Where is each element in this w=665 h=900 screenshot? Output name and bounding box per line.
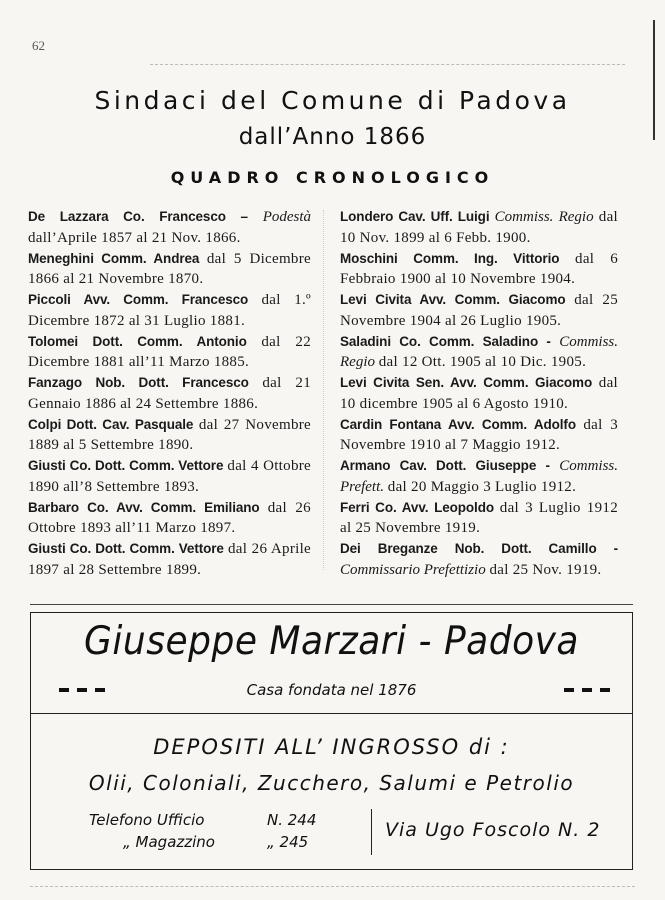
mayor-entry	[340, 415, 618, 456]
mayor-entry	[340, 332, 618, 373]
mayor-role: Commiss. Prefett.	[340, 458, 618, 495]
mayor-term-dates: dal 10 Nov. 1899 al 6 Febb. 1900.	[340, 209, 619, 246]
mayor-entry	[28, 498, 311, 539]
mayor-term-dates: dal 22 Dicembre 1881 all’11 Marzo 1885.	[28, 333, 312, 370]
mayor-name: Giusti Co. Dott. Comm. Vettore	[28, 541, 224, 556]
mayor-name: Giusti Co. Dott. Comm. Vettore	[28, 458, 224, 473]
mayor-entry	[28, 207, 311, 248]
mayor-role: Podestà	[262, 209, 312, 225]
mayor-name: Dei Breganze Nob. Dott. Camillo -	[340, 541, 618, 556]
mayor-term-dates: dal 20 Maggio 3 Luglio 1912.	[387, 478, 577, 495]
section-heading: QUADRO CRONOLOGICO	[170, 168, 495, 187]
ad-headline: DEPOSITI ALL’ INGROSSO di :	[153, 735, 510, 759]
ad-products: Olii, Coloniali, Zucchero, Salumi e Petrolio	[88, 771, 575, 795]
mayor-role: Commiss. Regio	[340, 333, 618, 370]
ad-founded-line: Casa fondata nel 1876	[246, 681, 417, 699]
ad-dash-ornament-right	[564, 688, 610, 692]
mayors-column-left	[28, 207, 311, 581]
mayor-name: Moschini Comm. Ing. Vittorio	[340, 250, 560, 266]
mayor-role: Commiss. Regio	[494, 209, 594, 225]
mayor-term-dates: dal 6 Febbraio 1900 al 10 Novembre 1904.	[340, 250, 619, 287]
mayor-role: Commissario Prefettizio	[340, 561, 486, 578]
mayor-entry	[340, 539, 618, 580]
ad-firm-name: Giuseppe Marzari - Padova	[84, 619, 579, 664]
mayor-entry	[28, 415, 311, 456]
mayor-name: Londero Cav. Uff. Luigi	[340, 209, 490, 224]
mayor-entry	[28, 539, 311, 580]
phone-office-number: N. 244	[267, 811, 317, 829]
mayor-term-dates: dal 25 Nov. 1919.	[489, 561, 602, 578]
mayor-term-dates: dal 1.º Dicembre 1872 al 31 Luglio 1881.	[28, 292, 312, 329]
mayor-entry	[340, 373, 618, 414]
mayors-column-right	[340, 207, 618, 581]
mayor-term-dates: dal 12 Ott. 1905 al 10 Dic. 1905.	[378, 354, 587, 370]
mayor-entry	[340, 456, 618, 497]
mayor-name: Colpi Dott. Cav. Pasquale	[28, 416, 194, 432]
page-title: Sindaci del Comune di Padova	[94, 86, 571, 115]
mayor-name: Armano Cav. Dott. Giuseppe -	[340, 458, 550, 473]
mayor-name: Meneghini Comm. Andrea	[28, 250, 200, 266]
top-rule	[150, 64, 625, 65]
advertisement	[30, 612, 633, 870]
mayor-name: Tolomei Dott. Comm. Antonio	[28, 333, 247, 349]
ad-divider	[31, 713, 632, 714]
mayor-term-dates: dal 3 Luglio 1912 al 25 Novembre 1919.	[340, 499, 618, 536]
mayor-term-dates: dall’Aprile 1857 al 21 Nov. 1866.	[28, 229, 241, 246]
mayor-name: De Lazzara Co. Francesco –	[28, 209, 248, 224]
mayor-entry	[28, 290, 311, 331]
mayor-name: Piccoli Avv. Comm. Francesco	[28, 292, 249, 307]
phone-store-label: „ Magazzino	[123, 833, 215, 851]
mayor-entry	[28, 332, 311, 373]
mayor-name: Barbaro Co. Avv. Comm. Emiliano	[28, 499, 260, 515]
phone-store-number: „ 245	[267, 833, 309, 851]
mayor-term-dates: dal 5 Dicembre 1866 al 21 Novembre 1870.	[28, 250, 311, 287]
mayor-entry	[340, 249, 618, 290]
ad-address: Via Ugo Foscolo N. 2	[385, 819, 601, 841]
ad-contact-divider	[371, 809, 372, 855]
ad-top-rule	[30, 604, 633, 605]
mayor-term-dates: dal 3 Novembre 1910 al 7 Maggio 1912.	[340, 416, 619, 453]
mayor-name: Ferri Co. Avv. Leopoldo	[340, 499, 495, 515]
phone-office-label: Telefono Ufficio	[89, 811, 205, 829]
mayor-term-dates: dal 21 Gennaio 1886 al 24 Settembre 1886.	[28, 375, 311, 412]
mayor-term-dates: dal 25 Novembre 1904 al 26 Luglio 1905.	[340, 292, 619, 329]
mayor-term-dates: dal 10 dicembre 1905 al 6 Agosto 1910.	[340, 375, 618, 412]
mayor-term-dates: dal 26 Aprile 1897 al 28 Settembre 1899.	[28, 541, 312, 578]
mayor-name: Levi Civita Avv. Comm. Giacomo	[340, 292, 566, 307]
column-divider	[323, 210, 325, 570]
mayor-entry	[340, 498, 618, 539]
bottom-rule	[30, 886, 635, 887]
mayor-term-dates: dal 27 Novembre 1889 al 5 Settembre 1890.	[28, 416, 312, 453]
mayor-name: Cardin Fontana Avv. Comm. Adolfo	[340, 416, 576, 432]
page-number: 62	[32, 38, 45, 53]
mayor-entry	[28, 456, 311, 497]
mayor-entry	[340, 290, 618, 331]
mayor-entry	[28, 373, 311, 414]
page-edge-mark	[653, 20, 655, 140]
mayor-entry	[340, 207, 618, 248]
mayor-term-dates: dal 4 Ottobre 1890 all’8 Settembre 1893.	[28, 458, 312, 495]
mayor-name: Fanzago Nob. Dott. Francesco	[28, 375, 249, 390]
page-subtitle: dall’Anno 1866	[238, 124, 427, 150]
mayor-name: Saladini Co. Comm. Saladino -	[340, 333, 551, 349]
mayor-term-dates: dal 26 Ottobre 1893 all’11 Marzo 1897.	[28, 499, 311, 536]
ad-phone-block	[89, 811, 359, 855]
mayor-name: Levi Civita Sen. Avv. Comm. Giacomo	[340, 375, 593, 390]
mayor-entry	[28, 249, 311, 290]
